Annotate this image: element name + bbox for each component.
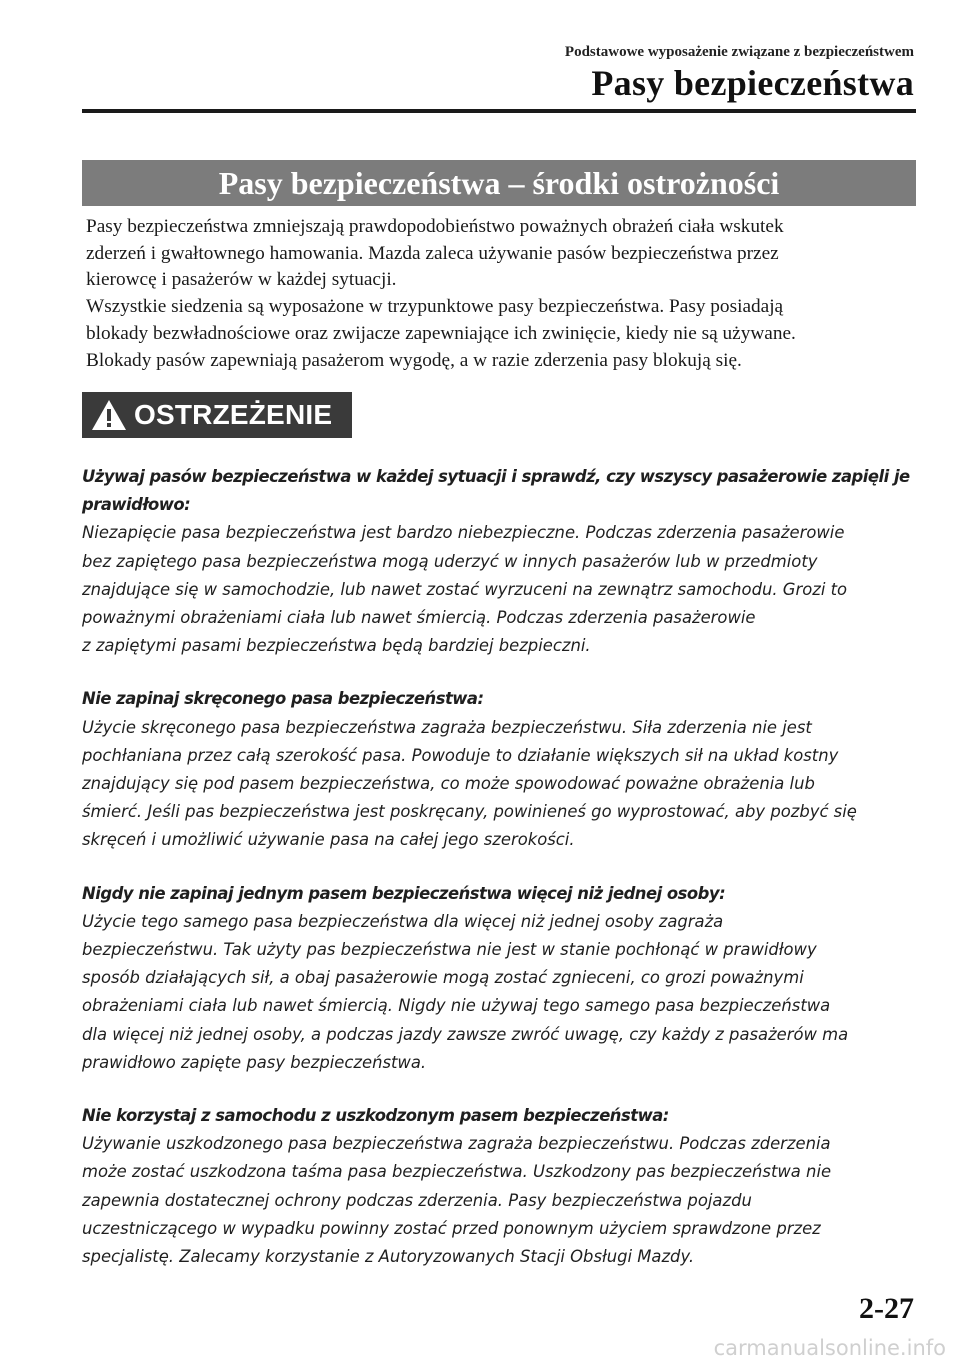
- warning-item-text: Używanie uszkodzonego pasa bezpieczeństwa zagraża bezpieczeństwu. Podczas zderzenia: [82, 1134, 831, 1154]
- warning-item-text: znajdujący się pod pasem bezpieczeństwa, co może spowodować poważne obrażenia lub: [82, 774, 815, 794]
- warning-item-title: prawidłowo:: [82, 495, 191, 515]
- warning-item-text: Użycie skręconego pasa bezpieczeństwa zagraża bezpieczeństwu. Siła zderzenia nie jest: [82, 717, 812, 737]
- intro-line: zderzeń i gwałtownego hamowania. Mazda zaleca używanie pasów bezpieczeństwa przez: [86, 242, 779, 264]
- intro-text: [86, 214, 920, 374]
- warning-label: [82, 392, 352, 438]
- warning-item-text: obrażeniami ciała lub nawet śmiercią. Nigdy nie używaj tego samego pasa bezpieczeństwa: [82, 996, 831, 1016]
- page-number: 2-27: [859, 1292, 914, 1325]
- intro-line: Wszystkie siedzenia są wyposażone w trzypunktowe pasy bezpieczeństwa. Pasy posiadają: [86, 296, 784, 318]
- warning-item-text: pochłaniana przez całą szerokość pasa. Powoduje to działanie większych sił na układ kostny: [82, 745, 839, 765]
- warning-item-title: Używaj pasów bezpieczeństwa w każdej sytuacji i sprawdź, czy wszyscy pasażerowie zapięli je: [82, 467, 910, 486]
- warning-item-text: zapewnia dostatecznej ochrony podczas zderzenia. Pasy bezpieczeństwa pojazdu: [82, 1190, 752, 1210]
- warning-list: [82, 463, 916, 1296]
- running-header-subtitle: Podstawowe wyposażenie związane z bezpieczeństwem: [564, 44, 914, 60]
- warning-item-text: prawidłowo zapięte pasy bezpieczeństwa.: [82, 1052, 427, 1072]
- warning-item-text: sposób działających sił, a obaj pasażerowie mogą zostać zgnieceni, co grozi poważnymi: [82, 968, 804, 988]
- warning-item-text: Użycie tego samego pasa bezpieczeństwa dla więcej niż jednej osoby zagraża: [82, 911, 724, 931]
- warning-item-title: Nigdy nie zapinaj jednym pasem bezpieczeństwa więcej niż jednej osoby:: [82, 883, 726, 903]
- warning-triangle-icon: [90, 398, 128, 432]
- warning-item-text: skręceń i umożliwić używanie pasa na całej jego szerokości.: [82, 830, 575, 850]
- warning-item-text: z zapiętymi pasami bezpieczeństwa będą bardziej bezpieczni.: [82, 636, 591, 656]
- warning-item-text: poważnymi obrażeniami ciała lub nawet śmiercią. Podczas zderzenia pasażerowie: [82, 608, 756, 628]
- intro-line: kierowcę i pasażerów w każdej sytuacji.: [86, 269, 397, 291]
- warning-item-text: śmierć. Jeśli pas bezpieczeństwa jest poskręcany, powinieneś go wyprostować, aby pozbyć się: [82, 802, 857, 822]
- header-rule: [82, 109, 916, 113]
- warning-item-text: Niezapięcie pasa bezpieczeństwa jest bardzo niebezpieczne. Podczas zderzenia pasażerowie: [82, 523, 845, 543]
- warning-item-text: specjalistę. Zalecamy korzystanie z Autoryzowanych Stacji Obsługi Mazdy.: [82, 1247, 695, 1267]
- warning-item-text: bez zapiętego pasa bezpieczeństwa mogą uderzyć w innych pasażerów lub w przedmioty: [82, 551, 818, 571]
- warning-item: [82, 685, 916, 854]
- warning-item-text: bezpieczeństwu. Tak użyty pas bezpieczeństwa nie jest w stanie pochłonąć w prawidłowy: [82, 940, 817, 960]
- warning-item: [82, 463, 916, 660]
- running-header-title: Pasy bezpieczeństwa: [591, 63, 914, 103]
- intro-line: Pasy bezpieczeństwa zmniejszają prawdopodobieństwo poważnych obrażeń ciała wskutek: [86, 216, 784, 237]
- warning-item: [82, 1102, 916, 1271]
- intro-line: Blokady pasów zapewniają pasażerom wygodę, a w razie zderzenia pasy blokują się.: [86, 349, 742, 371]
- warning-item: [82, 880, 916, 1077]
- warning-item-text: może zostać uszkodzona taśma pasa bezpieczeństwa. Uszkodzony pas bezpieczeństwa nie: [82, 1162, 832, 1182]
- warning-item-title: Nie zapinaj skręconego pasa bezpieczeństwa:: [82, 689, 484, 709]
- warning-item-text: dla więcej niż jednej osoby, a podczas jazdy zawsze zwróć uwagę, czy każdy z pasażerów ma: [82, 1024, 849, 1044]
- watermark: carmanualsonline.info: [713, 1336, 946, 1360]
- warning-item-title: Nie korzystaj z samochodu z uszkodzonym pasem bezpieczeństwa:: [82, 1106, 669, 1126]
- intro-line: blokady bezwładnościowe oraz zwijacze zapewniające ich zwinięcie, kiedy nie są używane.: [86, 322, 796, 344]
- section-title-banner: Pasy bezpieczeństwa – środki ostrożności: [82, 160, 916, 206]
- warning-label-text: OSTRZEŻENIE: [134, 399, 333, 430]
- warning-item-text: uczestniczącego w wypadku powinny zostać przed ponownym użyciem sprawdzone przez: [82, 1218, 821, 1238]
- warning-item-text: znajdujące się w samochodzie, lub nawet zostać wyrzuceni na zewnątrz samochodu. Grozi to: [82, 579, 848, 599]
